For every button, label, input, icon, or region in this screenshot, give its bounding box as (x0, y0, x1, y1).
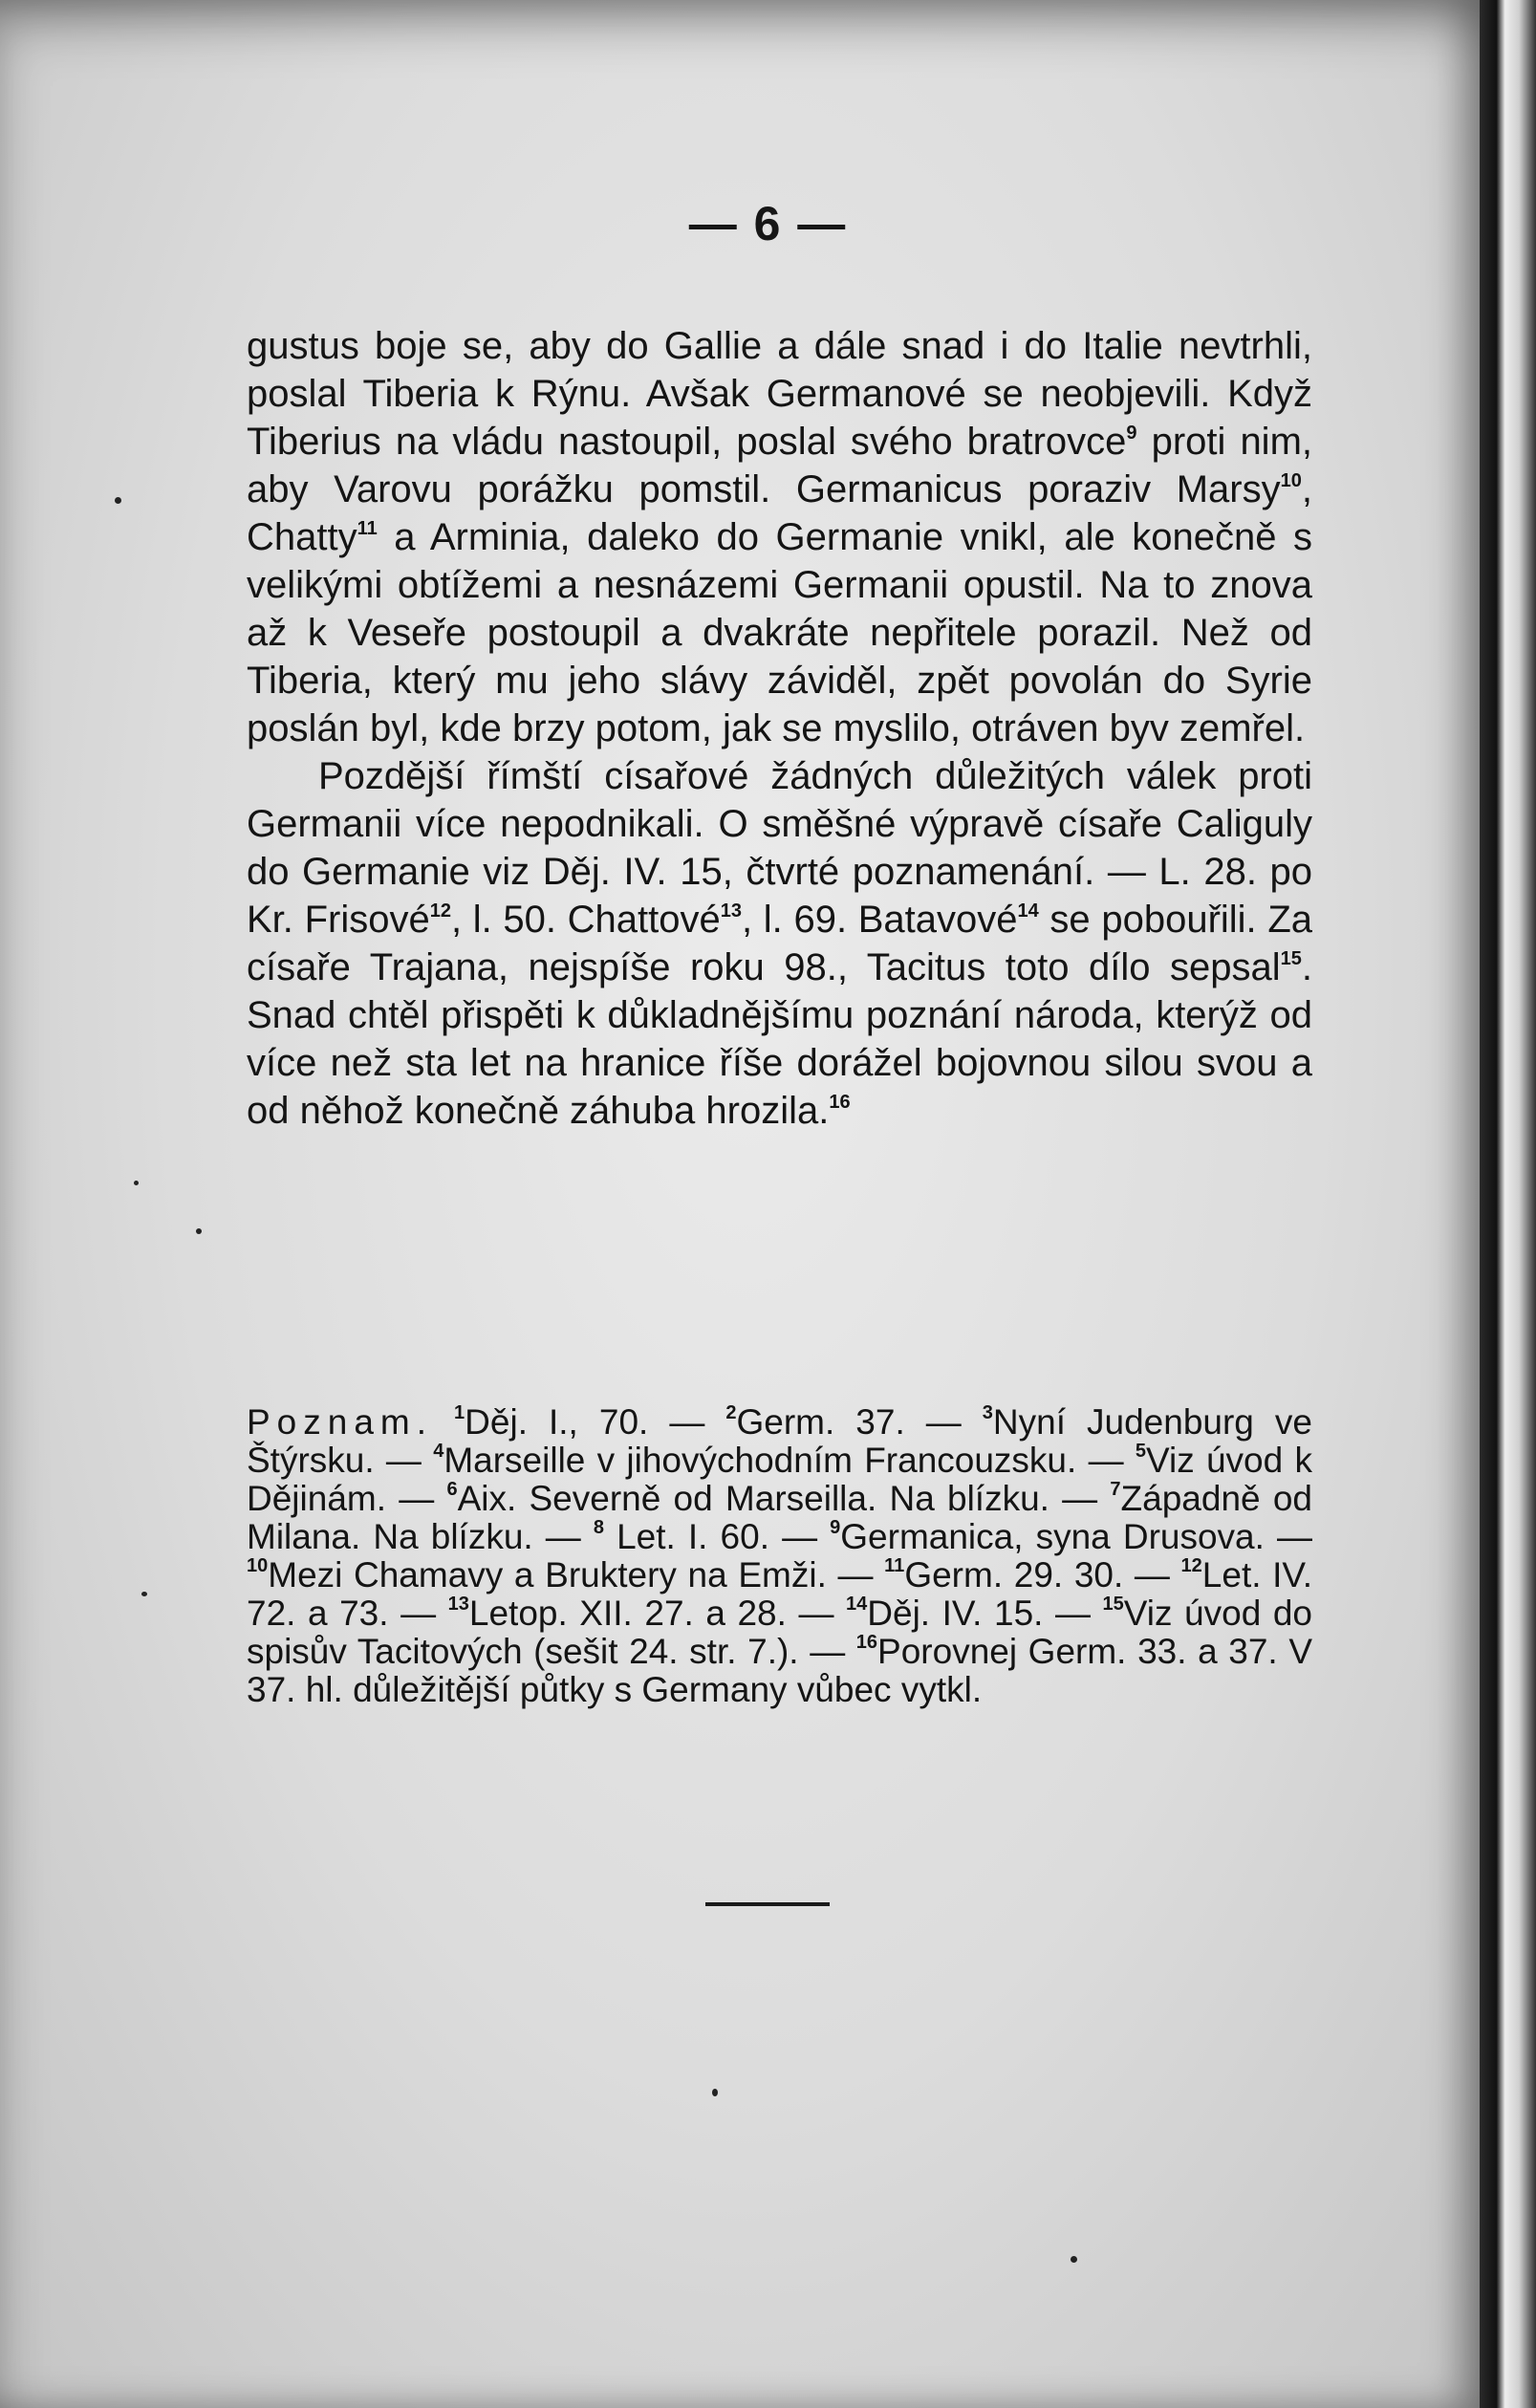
footnote-ref-text: , l. 69. Batavové (742, 899, 1018, 941)
footnote-number-text: Germanica, syna Drusova. — (840, 1517, 1312, 1556)
paper-speck (141, 1592, 147, 1596)
footnote-number-marker: 6 (446, 1479, 458, 1500)
footnote-number-marker: 3 (982, 1402, 993, 1423)
footnote-number-marker: 1 (454, 1402, 465, 1423)
footnote-number-text: Viz úvod do spisův Tacitových (sešit 24. str. 7.). — (247, 1594, 1312, 1671)
footnote-number-marker: 2 (725, 1402, 737, 1423)
footnote-number-text: Letop. XII. 27. a 28. — (468, 1594, 847, 1633)
footnote-ref-text: , l. 50. Chattové (450, 899, 721, 941)
footnote-number-text: Mezi Chamavy a Bruktery na Emži. — (268, 1555, 885, 1594)
footnote-number-marker: 16 (855, 1632, 878, 1653)
footnote-ref-marker: 11 (357, 518, 378, 539)
footnote-number-text: Děj. IV. 15. — (867, 1594, 1103, 1633)
paper-speck (134, 1181, 139, 1185)
main-text (247, 322, 1312, 1135)
footnote-number-text: Germ. 29. 30. — (904, 1555, 1181, 1594)
paragraph-1 (247, 322, 1312, 752)
footnote-number-text: Nyní Judenburg ve Štýrsku. — (247, 1402, 1312, 1480)
footnote-ref-marker: 15 (1280, 948, 1302, 969)
footnote-number-marker: 10 (247, 1555, 269, 1576)
footnote-ref-text: proti nim, aby Varovu porážku pomstil. Germanicus poraziv Marsy (247, 421, 1313, 510)
paper-speck (196, 1228, 202, 1234)
footnote-number-text: Germ. 37. — (736, 1402, 983, 1442)
page-number: — 6 — (688, 197, 848, 250)
footnote-number-text: Viz úvod k Dějinám. — (247, 1441, 1312, 1518)
footnote-ref-marker: 9 (1126, 423, 1137, 444)
paper-speck (1071, 2256, 1077, 2263)
footnote-number-marker: 14 (846, 1594, 868, 1615)
footnote-number-text: Děj. I., 70. — (465, 1402, 726, 1442)
footnote-number-marker: 12 (1180, 1555, 1202, 1576)
footnote-number-marker: 15 (1102, 1594, 1124, 1615)
footnote-ref-marker: 10 (1280, 470, 1302, 491)
end-rule (705, 1902, 830, 1906)
paper-speck (712, 2089, 718, 2096)
footnote-ref-marker: 16 (829, 1092, 851, 1113)
footnotes (247, 1403, 1312, 1709)
footnote-number-text: Aix. Severně od Marseilla. Na blízku. — (457, 1479, 1111, 1518)
paragraph-2 (247, 752, 1312, 1135)
footnotes-body (247, 1402, 1312, 1709)
footnote-number-text (433, 1402, 454, 1442)
footnote-number-marker: 11 (884, 1555, 905, 1576)
footnote-ref-text: , Chatty (247, 468, 1312, 558)
footnote-number-text: Západně od Milana. Na blízku. — (247, 1479, 1313, 1556)
footnote-number-marker: 4 (433, 1441, 444, 1462)
footnote-ref-marker: 14 (1017, 900, 1039, 922)
footnote-number-text: Let. IV. 72. a 73. — (247, 1555, 1312, 1633)
footnote-number-text: Let. I. 60. — (604, 1517, 831, 1556)
footnote-number-marker: 9 (830, 1517, 841, 1538)
footnote-ref-marker: 13 (720, 900, 743, 922)
footnote-ref-text: Pozdější římští císařové žádných důležitých válek proti Germanii více nepodnikali. O směšné výpravě císaře Caliguly do Germanie viz Děj. IV. 15, čtvrté poznamenání. — L. 28. po Kr. Frisové (247, 755, 1312, 941)
footnotes-label: Poznam. (247, 1402, 434, 1442)
footnote-number-marker: 5 (1135, 1441, 1146, 1462)
footnote-number-text: Porovnej Germ. 33. a 37. V 37. hl. důležitější půtky s Germany vůbec vytkl. (247, 1632, 1312, 1709)
footnote-number-marker: 13 (447, 1594, 469, 1615)
footnote-ref-text: se pobouřili. Za císaře Trajana, nejspíše roku 98., Tacitus toto dílo sepsal (247, 899, 1313, 988)
footnote-ref-text: gustus boje se, aby do Gallie a dále snad i do Italie nevtrhli, poslal Tiberia k Rýnu. Avšak Germanové se neobjevili. Když Tiberius na vládu nastoupil, poslal svého bratrovce (247, 325, 1312, 463)
footnote-ref-marker: 12 (429, 900, 451, 922)
book-spine-edge (1480, 0, 1536, 2408)
footnote-ref-text: . Snad chtěl přispěti k důkladnějšímu poznání národa, kterýž od více než sta let na hranice říše dorážel bojovnou silou svou a od něhož konečně záhuba hrozila. (247, 946, 1312, 1132)
footnote-number-marker: 8 (593, 1517, 604, 1538)
footnote-number-marker: 7 (1110, 1479, 1121, 1500)
paper-speck (115, 497, 121, 504)
footnote-ref-text: a Arminia, daleko do Germanie vnikl, ale konečně s velikými obtížemi a nesnázemi Germanii opustil. Na to znova až k Veseře postoupil a dvakráte nepřitele porazil. Než od Tiberia, který mu jeho slávy záviděl, zpět povolán do Syrie poslán byl, kde brzy potom, jak se myslilo, otráven byv zemřel. (247, 516, 1312, 749)
footnote-number-text: Marseille v jihovýchodním Francouzsku. — (443, 1441, 1136, 1480)
